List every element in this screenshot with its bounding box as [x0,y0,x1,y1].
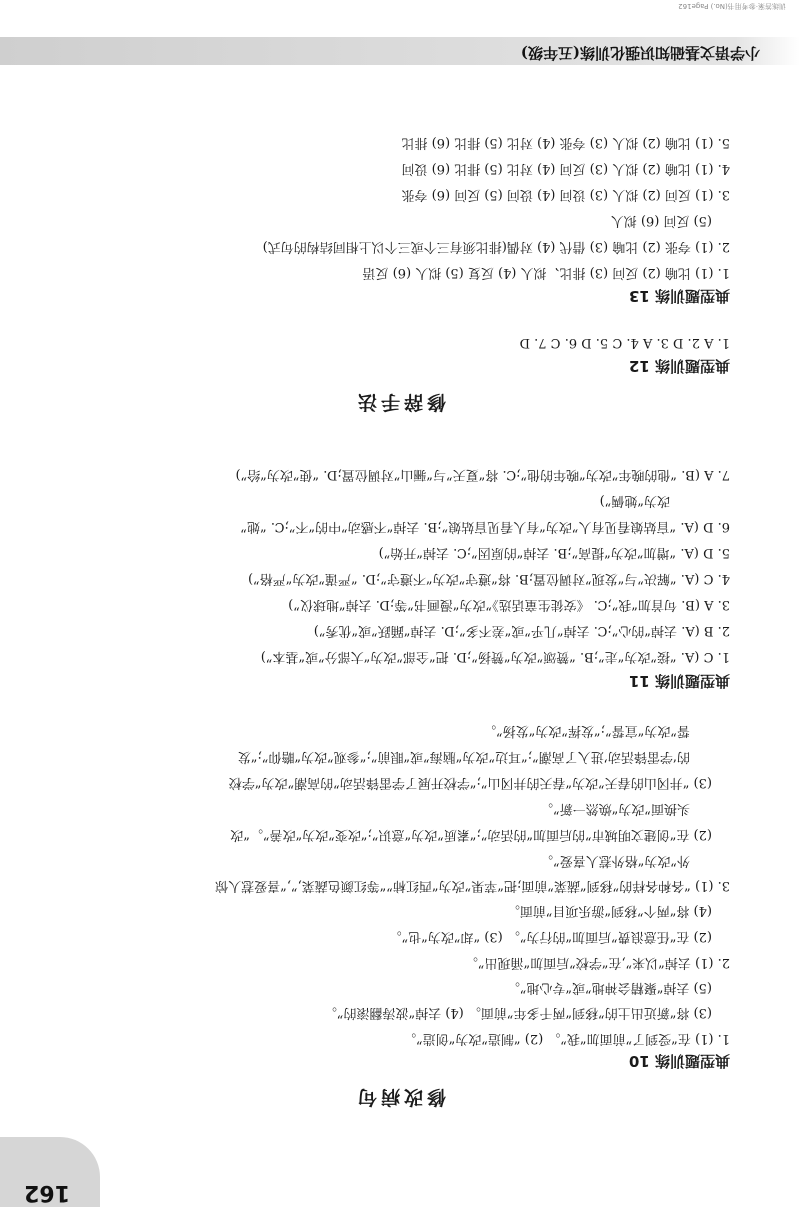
answer-line: 5. (1) 比喻 (2) 拟人 (3) 夸张 (4) 对比 (5) 排比 (6) 排比 [401,135,730,150]
page-number: 162 [24,1180,70,1205]
answer-line: 1. (1) 比喻 (2) 反问 (3) 排比、拟人 (4) 反复 (5) 拟人 (6) 反语 [362,265,730,280]
answer-line: (2) 在“创建文明城市”的后面加“的活动”;“素质”改为“意识”;“改变”改为“改善”。“改 [230,827,712,842]
subsection-heading-11: 典型题训练 11 [628,672,730,690]
answer-line: (5) 反问 (6) 拟人 [610,213,712,228]
subsection-heading-13: 典型题训练 13 [628,287,730,305]
subsection-heading-10: 典型题训练 10 [628,1052,730,1070]
answer-line: 3. A (B. 句首加“我”;C. 《安徒生童话选》”改为“漫画书”等;D. 去掉“地球仪”) [288,597,730,612]
answer-line: (5) 去掉“聚精会神地”或“专心地”。 [506,980,712,995]
answer-line: 2. (1) 去掉“以来”,在“学校”后面加“涌现出”。 [464,955,730,970]
answer-line: 的‘学雷锋活动’进入了高潮”;“耳边”改为“脑海”或“眼前”;“参观”改为“瞻仰”;“发 [237,749,690,764]
answer-line: (2) 在“任意浪费”后面加“的行为”。 (3) “却”改为“也”。 [388,929,712,944]
answer-line: (3) “井冈山的春天”改为“春天的井冈山”;“学校开展了学雷锋活动”的高潮”改为“学校 [228,775,712,790]
answer-line: 改为“她俩”) [599,493,670,508]
answer-line: 2. B (A. 去掉“的心”;C. 去掉“几乎”或“差不多”;D. 去掉“踊跃”或“优秀”) [313,623,730,638]
answer-line: 5. D (A. “增加”改为“提高”;B. 去掉“的原因”;C. 去掉“开始”) [378,545,730,560]
corner-note: 训练答案·参考用书(No.) Page162 [678,2,786,10]
answer-line: 6. D (A. “盲姑娘看见有人”改为“有人看见盲姑娘”;B. 去掉“不感动”中的“不”;C. “她” [240,519,730,534]
answer-line: (3) 将“新近出土的”移到“两千多年”前面。 (4) 去掉“波涛翻滚的”。 [323,1005,712,1020]
answer-line: 3. (1) 反问 (2) 拟人 (3) 设问 (4) 设问 (5) 反问 (6) 夸张 [401,187,730,202]
answer-line: 1. C (A. “接”改为“走”;B. “赞颂”改为“赞扬”;D. 把“全部”改为“大部分”或“基本”) [260,649,730,664]
section-title-sentence-correction: 修改病句 [354,1086,447,1108]
answer-line: (4) 将“两个”移到“游乐项目”前面。 [506,903,712,918]
answer-line: 7. A (B. “他的晚年”改为“晚年的他”;C. 将“夏天”与“骊山”对调位置;D. “使”改为“给”) [235,467,730,482]
answer-line: 外”改为“格外惹人喜爱”。 [540,853,690,868]
answer-line: 4. (1) 比喻 (2) 拟人 (3) 反问 (4) 对比 (5) 排比 (6) 设问 [401,161,730,176]
answer-line: 4. C (A. “解决”与“发现”对调位置;B. 将“遵守”改为“不遵守”;D. “严谨”改为“严格”) [248,571,730,586]
answer-line: 1. A 2. D 3. A 4. C 5. D 6. C 7. D [519,335,730,350]
answer-line: 誓”改为“宣誓”;“发挥”改为“发扬”。 [483,723,690,738]
answer-line: 2. (1) 夸张 (2) 比喻 (3) 借代 (4) 对偶(排比须有三个或三个以上相同结构的句式) [262,239,730,254]
answer-line: 1. (1) 在“受到了”前面加“我”。 (2) “制造”改为“创造”。 [403,1031,730,1046]
answer-line: 3. (1) “各种各样的”移到“蔬菜”前面;把“苹果”改为“西红柿”“等红颜色蔬菜,”,“喜爱惹人惊 [215,878,730,893]
subsection-heading-12: 典型题训练 12 [628,357,730,375]
page-number-tab [0,1137,100,1207]
section-title-rhetoric: 修辞手法 [354,391,447,413]
answer-line: 头换面”改为“焕然一新”。 [540,801,690,816]
book-title: 小学语文基础知识强化训练(五年级) [520,44,760,62]
